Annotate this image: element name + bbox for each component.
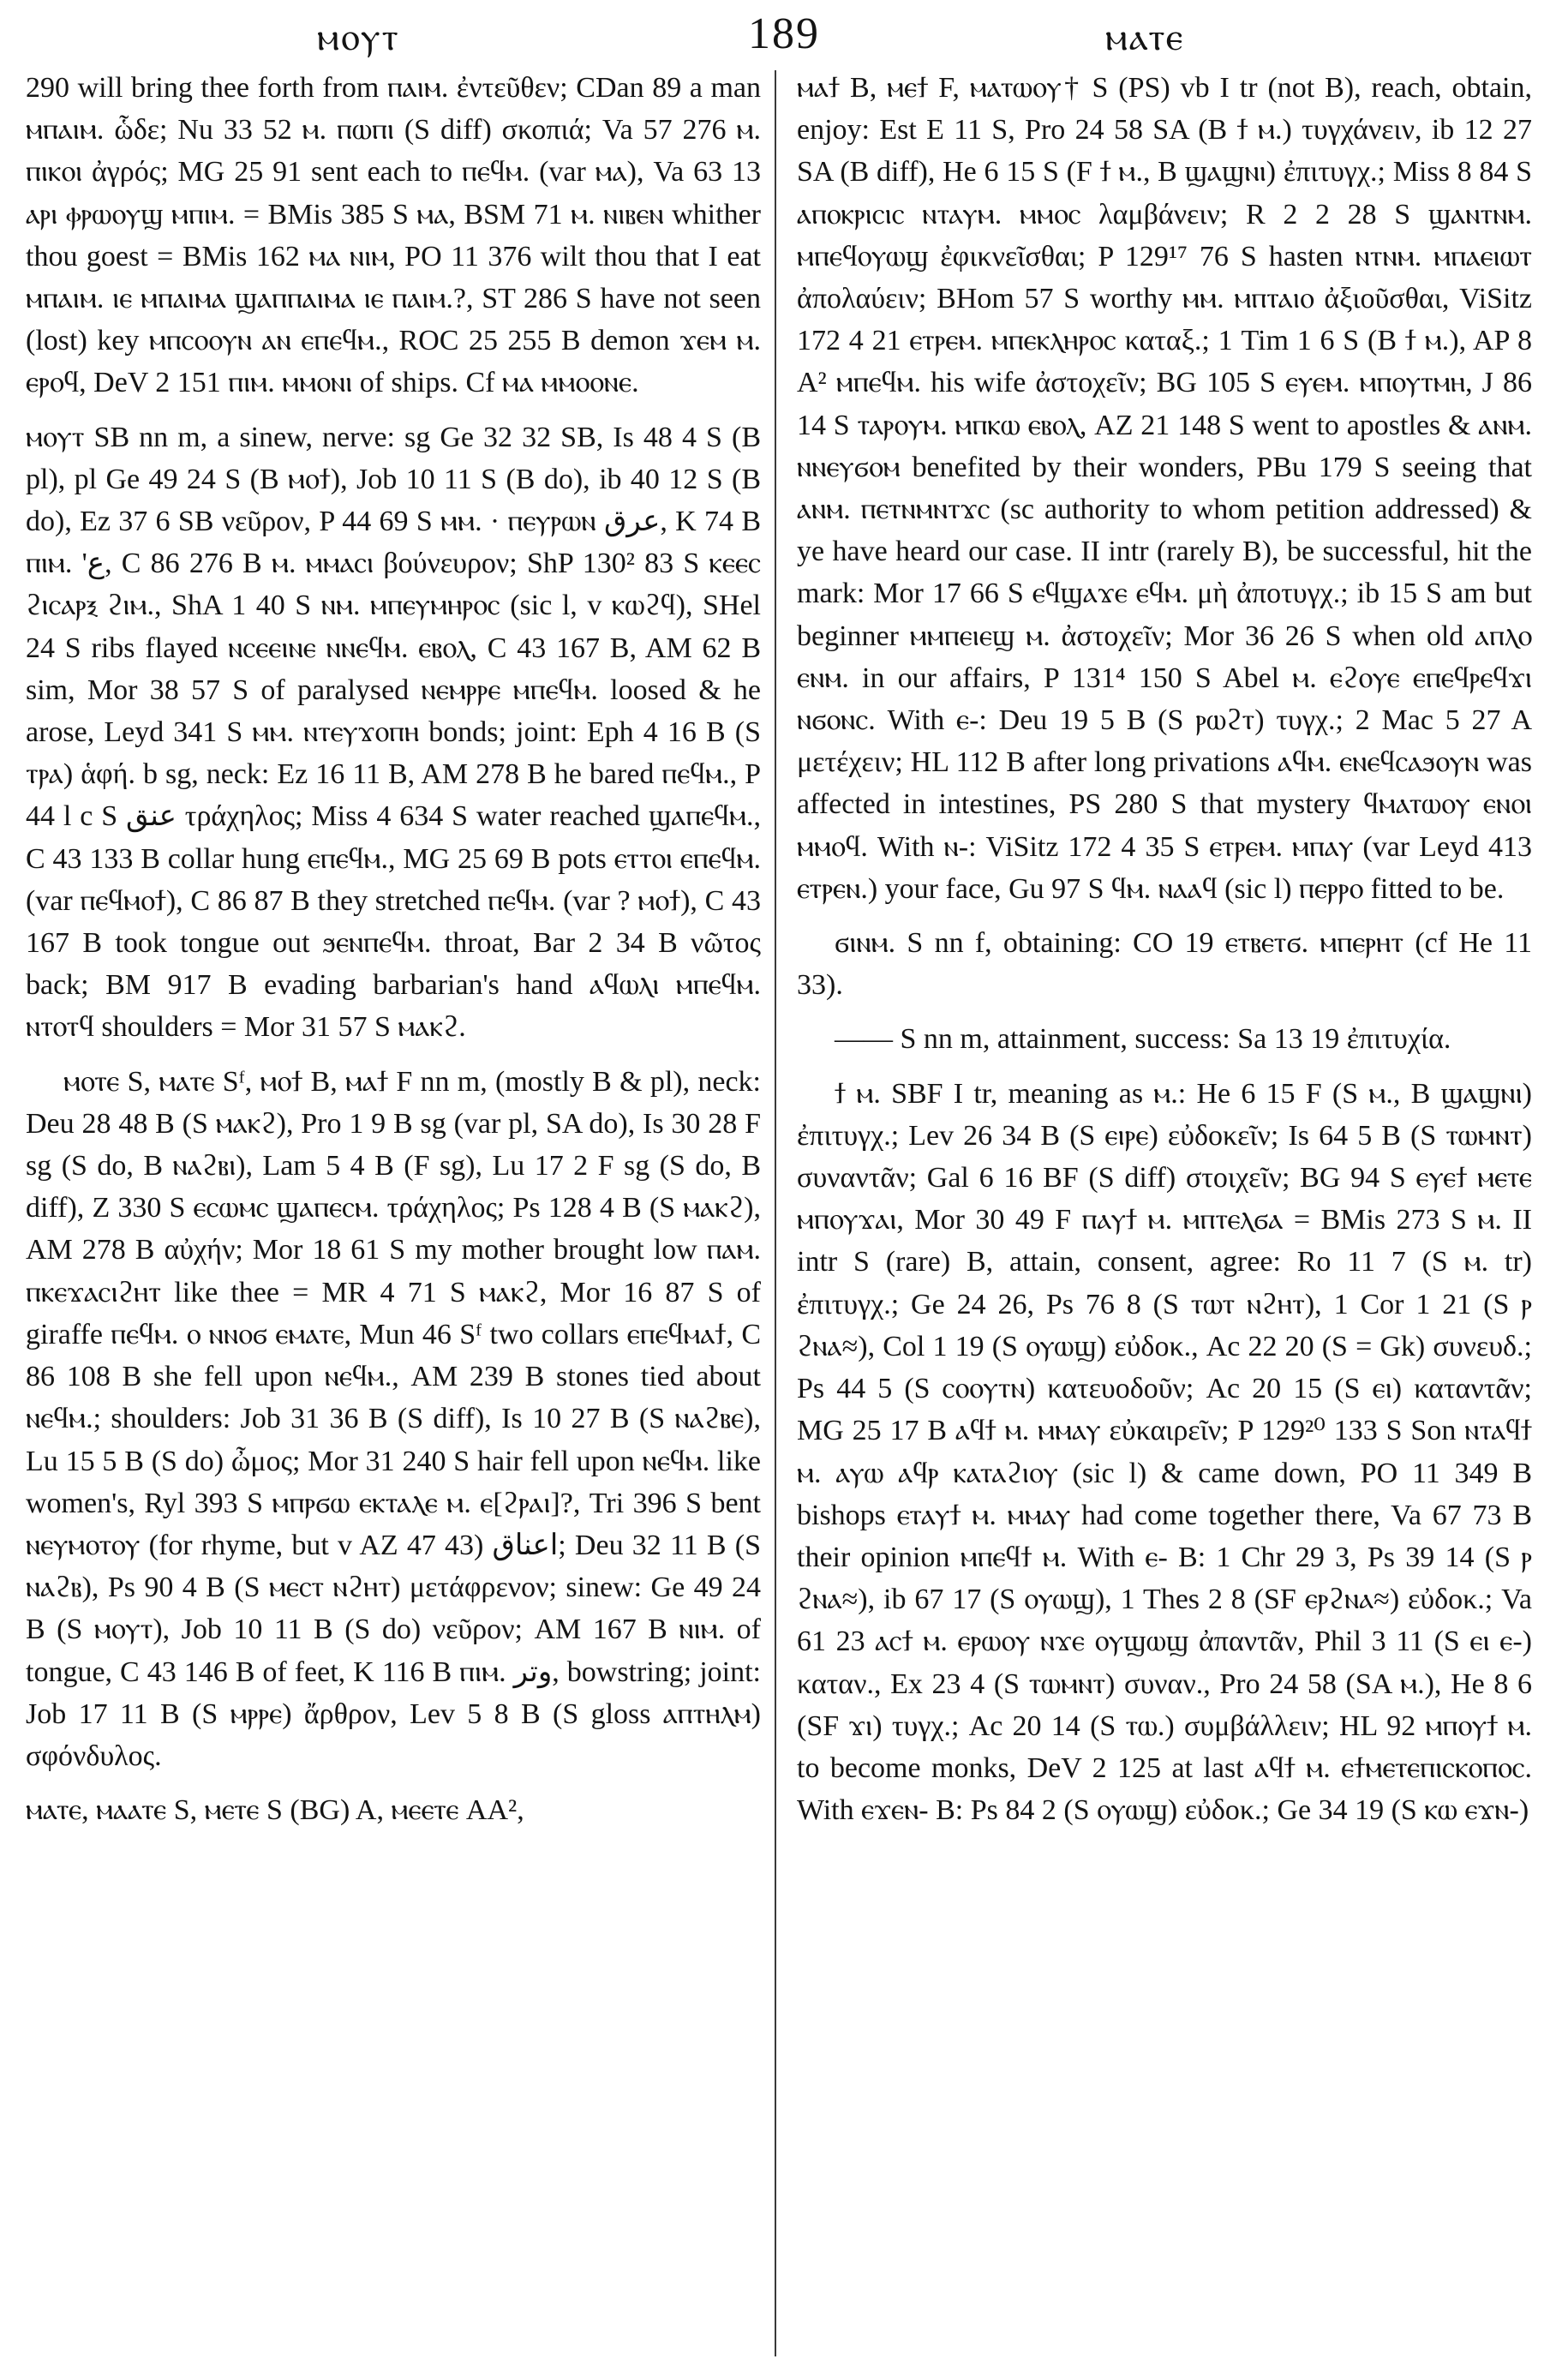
entry-paragraph: ⲙⲟⲧⲉ S, ⲙⲁⲧⲉ Sᶠ, ⲙⲟϯ B, ⲙⲁϯ F nn m, (mostly B & pl), neck: Deu 28 48 B (S ⲙⲁⲕϩ), Pro 1 9 B sg (var pl, SA do), Is 30 28 F sg (S do, B ⲛⲁϩⲃⲓ), Lam 5 4 B (F sg), Lu 17 2 F sg (S do, B diff), Z 330 S ⲉⲥⲱⲙⲥ ϣⲁⲡⲉⲥⲙ. τράχηλος; Ps 128 4 B (S ⲙⲁⲕϩ), AM 278 B αὐχήν; Mor 18 61 S my mother brought low ⲡⲁⲙ. ⲡⲕⲉϫⲁⲥⲓϩⲏⲧ like thee = MR 4 71 S ⲙⲁⲕϩ, Mor 16 87 S of giraffe ⲡⲉϥⲙ. ⲟ ⲛⲛⲟϭ ⲉⲙⲁⲧⲉ, Mun 46 Sᶠ two collars ⲉⲡⲉϥⲙⲁϯ, C 86 108 B she fell upon ⲛⲉϥⲙ., AM 239 B stones tied about ⲛⲉϥⲙ.; shoulders: Job 31 36 B (S diff), Is 10 27 B (S ⲛⲁϩⲃⲉ), Lu 15 5 B (S do) ὦμος; Mor 31 240 S hair fell upon ⲛⲉϥⲙ. like women's, Ryl 393 S ⲙⲡⲣϭⲱ ⲉⲕⲧⲁⲗⲉ ⲙ. ⲉ[ϩⲣⲁⲓ]?, Tri 396 S bent ⲛⲉⲩⲙⲟⲧⲟⲩ (for rhyme, but v AZ 47 43) اعناق; Deu 32 11 B (S ⲛⲁϩⲃ), Ps 90 4 B (S ⲙⲉⲥⲧ ⲛϩⲏⲧ) μετάφρενον; sinew: Ge 49 24 B (S ⲙⲟⲩⲧ), Job 10 11 B (S do) νεῦρον; AM 167 B ⲛⲓⲙ. of tongue, C 43 146 B of feet, K 116 B ⲡⲓⲙ. وتر, bowstring; joint: Job 17 11 B (S ⲙⲣⲣⲉ) ἄρθρον, Lev 5 8 B (S gloss ⲁⲡⲧⲏⲗⲙ) σφόνδυλος. (26, 1065, 761, 1772)
entry-paragraph: ⲙⲁϯ B, ⲙⲉϯ F, ⲙⲁⲧⲱⲟⲩ† S (PS) vb I tr (not B), reach, obtain, enjoy: Est E 11 S, Pro 24 58 SA (B ϯ ⲙ.) τυγχάνειν, ib 12 27 SA (B diff), He 6 15 S (F ϯ ⲙ., B ϣⲁϣⲛⲓ) ἐπιτυγχ.; Miss 8 84 S ⲁⲡⲟⲕⲣⲓⲥⲓⲥ ⲛⲧⲁⲩⲙ. ⲙⲙⲟⲥ λαμβάνειν; R 2 2 28 S ϣⲁⲛⲧⲛⲙ. ⲙⲡⲉϥⲟⲩⲱϣ ἐφικνεῖσθαι; P 129¹⁷ 76 S hasten ⲛⲧⲛⲙ. ⲙⲡⲁⲉⲓⲱⲧ ἀπολαύειν; BHom 57 S worthy ⲙⲙ. ⲙⲡⲧⲁⲓⲟ ἀξιοῦσθαι, ViSitz 172 4 21 ⲉⲧⲣⲉⲙ. ⲙⲡⲉⲕⲗⲏⲣⲟⲥ καταξ.; 1 Tim 1 6 S (B ϯ ⲙ.), AP 8 A² ⲙⲡⲉϥⲙ. his wife ἀστοχεῖν; BG 105 S ⲉⲩⲉⲙ. ⲙⲡⲟⲩⲧⲙⲏ, J 86 14 S ⲧⲁⲣⲟⲩⲙ. ⲙⲡⲕⲱ ⲉⲃⲟⲗ, AZ 21 148 S went to apostles & ⲁⲛⲙ. ⲛⲛⲉⲩϭⲟⲙ benefited by their wonders, PBu 179 S seeing that ⲁⲛⲙ. ⲡⲉⲧⲛⲙⲛⲧϫⲥ (sc authority to whom petition addressed) & ye have heard our case. II intr (rarely B), be successful, hit the mark: Mor 17 66 S ⲉϥϣⲁϫⲉ ⲉϥⲙ. μὴ ἀποτυγχ.; ib 15 S am but beginner ⲙⲙⲡⲉⲓⲉϣ ⲙ. ἀστοχεῖν; Mor 36 26 S when old ⲁⲡⲗⲟ ⲉⲛⲙ. in our affairs, P 131⁴ 150 S Abel ⲙ. ⲉϩⲟⲩⲉ ⲉⲡⲉϥⲣⲉϥϫⲓ ⲛϭⲟⲛⲥ. With ⲉ-: Deu 19 5 B (S ⲣⲱϩⲧ) τυγχ.; 2 Mac 5 27 A μετέχειν; HL 112 B after long privations ⲁϥⲙ. ⲉⲛⲉϥⲥⲁϧⲟⲩⲛ was affected in intestines, PS 280 S that mystery ϥⲙⲁⲧⲱⲟⲩ ⲉⲛⲟⲓ ⲙⲙⲟϥ. With ⲛ-: ViSitz 172 4 35 S ⲉⲧⲣⲉⲙ. ⲙⲡⲁⲩ (var Leyd 413 ⲉⲧⲣⲉⲛ.) your face, Gu 97 S ϥⲙ. ⲛⲁⲁϥ (sic l) ⲡⲉⲣⲣⲟ fitted to be. (797, 72, 1532, 905)
right-column (797, 67, 1532, 2356)
entry-paragraph: 290 will bring thee forth from ⲡⲁⲓⲙ. ἐντεῦθεν; CDan 89 a man ⲙⲡⲁⲓⲙ. ὧδε; Nu 33 52 ⲙ. ⲡⲱⲡⲓ (S diff) σκοπιά; Va 57 276 ⲙ. ⲡⲓⲕⲟⲓ ἀγρός; MG 25 91 sent each to ⲡⲉϥⲙ. (var ⲙⲁ), Va 63 13 ⲁⲣⲓ ⲫⲣⲱⲟⲩϣ ⲙⲡⲓⲙ. = BMis 385 S ⲙⲁ, BSM 71 ⲙ. ⲛⲓⲃⲉⲛ whither thou goest = BMis 162 ⲙⲁ ⲛⲓⲙ, PO 11 376 wilt thou that I eat ⲙⲡⲁⲓⲙ. ⲓⲉ ⲙⲡⲁⲓⲙⲁ ϣⲁⲡⲡⲁⲓⲙⲁ ⲓⲉ ⲡⲁⲓⲙ.?, ST 286 S have not seen (lost) key ⲙⲡⲥⲟⲟⲩⲛ ⲁⲛ ⲉⲡⲉϥⲙ., ROC 25 255 B demon ϫⲉⲙ ⲙ. ⲉⲣⲟϥ, DeV 2 151 ⲡⲓⲙ. ⲙⲙⲟⲛⲓ of ships. Cf ⲙⲁ ⲙⲙⲟⲟⲛⲉ. (26, 72, 761, 399)
header-left-word: ⲙⲟⲩⲧ (317, 16, 400, 58)
entry-paragraph: ⲙⲁⲧⲉ, ⲙⲁⲁⲧⲉ S, ⲙⲉⲧⲉ S (BG) A, ⲙⲉⲉⲧⲉ AA², (26, 1794, 524, 1827)
column-divider (775, 70, 776, 2356)
entry-paragraph: ϭⲓⲛⲙ. S nn f, obtaining: CO 19 ⲉⲧⲃⲉⲧϭ. ⲙⲡⲉⲣⲏⲧ (cf He 11 33). (797, 927, 1532, 1002)
entry-paragraph: ⲙⲟⲩⲧ SB nn m, a sinew, nerve: sg Ge 32 32 SB, Is 48 4 S (B pl), pl Ge 49 24 S (B ⲙⲟϯ), Job 10 11 S (B do), ib 40 12 S (B do), Ez 37 6 SB νεῦρον, P 44 69 S ⲙⲙ. · ⲡⲉⲩⲣⲱⲛ عرق, K 74 B ⲡⲓⲙ. 'ع, C 86 276 B ⲙ. ⲙⲙⲁⲥⲓ βούνευρον; ShP 130² 83 S ⲕⲉⲉⲥ ϩⲓⲥⲁⲣⲝ ϩⲓⲙ., ShA 1 40 S ⲛⲙ. ⲙⲡⲉⲩⲙⲏⲣⲟⲥ (sic l, v ⲕⲱϩϥ), SHel 24 S ribs flayed ⲛⲥⲉⲉⲓⲛⲉ ⲛⲛⲉϥⲙ. ⲉⲃⲟⲗ, C 43 167 B, AM 62 B sim, Mor 38 57 S of paralysed ⲛⲉⲙⲣⲣⲉ ⲙⲡⲉϥⲙ. loosed & he arose, Leyd 341 S ⲙⲙ. ⲛⲧⲉⲩϫⲟⲡⲏ bonds; joint: Eph 4 16 B (S ⲧⲣⲁ) ἁφή. b sg, neck: Ez 16 11 B, AM 278 B he bared ⲡⲉϥⲙ., P 44 l c S عنق τράχηλος; Miss 4 634 S water reached ϣⲁⲡⲉϥⲙ., C 43 133 B collar hung ⲉⲡⲉϥⲙ., MG 25 69 B pots ⲉⲧⲧⲟⲓ ⲉⲡⲉϥⲙ. (var ⲡⲉϥⲙⲟϯ), C 86 87 B they stretched ⲡⲉϥⲙ. (var ? ⲙⲟϯ), C 43 167 B took tongue out ϧⲉⲛⲡⲉϥⲙ. throat, Bar 2 34 B νῶτος back; BM 917 B evading barbarian's hand ⲁϥⲱⲗⲓ ⲙⲡⲉϥⲙ. ⲛⲧⲟⲧϥ shoulders = Mor 31 57 S ⲙⲁⲕϩ. (26, 421, 761, 1044)
header-right-word: ⲙⲁⲧⲉ (1105, 16, 1185, 58)
entry-paragraph: —— S nn m, attainment, success: Sa 13 19 ἐπιτυχία. (835, 1023, 1451, 1056)
entry-paragraph: ϯ ⲙ. SBF I tr, meaning as ⲙ.: He 6 15 F (S ⲙ., B ϣⲁϣⲛⲓ) ἐπιτυγχ.; Lev 26 34 B (S ⲉⲓⲣⲉ) εὐδοκεῖν; Is 64 5 B (S ⲧⲱⲙⲛⲧ) συναντᾶν; Gal 6 16 BF (S diff) στοιχεῖν; BG 94 S ⲉⲩⲉϯ ⲙⲉⲧⲉ ⲙⲡⲟⲩϫⲁⲓ, Mor 30 49 F ⲡⲁⲩϯ ⲙ. ⲙⲡⲧⲉⲗϭⲁ = BMis 273 S ⲙ. II intr S (rare) B, attain, consent, agree: Ro 11 7 (S ⲙ. tr) ἐπιτυγχ.; Ge 24 26, Ps 76 8 (S ⲧⲱⲧ ⲛϩⲏⲧ), 1 Cor 1 21 (S ⲣ ϩⲛⲁ≈), Col 1 19 (S ⲟⲩⲱϣ) εὐδοκ., Ac 22 20 (S = Gk) συνευδ.; Ps 44 5 (S ⲥⲟⲟⲩⲧⲛ) κατευοδοῦν; Ac 20 15 (S ⲉⲓ) καταντᾶν; MG 25 17 B ⲁϥϯ ⲙ. ⲙⲙⲁⲩ εὐκαιρεῖν; P 129²⁰ 133 S Son ⲛⲧⲁϥϯ ⲙ. ⲁⲩⲱ ⲁϥⲣ ⲕⲁⲧⲁϩⲓⲟⲩ (sic l) & came down, PO 11 349 B bishops ⲉⲧⲁⲩϯ ⲙ. ⲙⲙⲁⲩ had come together there, Va 67 73 B their opinion ⲙⲡⲉϥϯ ⲙ. With ⲉ- B: 1 Chr 29 3, Ps 39 14 (S ⲣ ϩⲛⲁ≈), ib 67 17 (S ⲟⲩⲱϣ), 1 Thes 2 8 (SF ⲉⲣϩⲛⲁ≈) εὐδοκ.; Va 61 23 ⲁⲥϯ ⲙ. ⲉⲣⲱⲟⲩ ⲛϫⲉ ⲟⲩϣⲱϣ ἀπαντᾶν, Phil 3 11 (S ⲉⲓ ⲉ-) καταν., Ex 23 4 (S ⲧⲱⲙⲛⲧ) συναν., Pro 24 58 (SA ⲙ.), He 8 6 (SF ϫⲓ) τυγχ.; Ac 20 14 (S ⲧⲱ.) συμβάλλειν; HL 92 ⲙⲡⲟⲩϯ ⲙ. to become monks, DeV 2 125 at last ⲁϥϯ ⲙ. ⲉϯⲙⲉⲧⲉⲡⲓⲥⲕⲟⲡⲟⲥ. With ⲉϫⲉⲛ- B: Ps 84 2 (S ⲟⲩⲱϣ) εὐδοκ.; Ge 34 19 (S ⲕⲱ ⲉϫⲛ-) (797, 1077, 1532, 1827)
left-column (26, 67, 761, 2356)
page-number: 189 (748, 9, 820, 58)
page-header (0, 0, 1568, 69)
